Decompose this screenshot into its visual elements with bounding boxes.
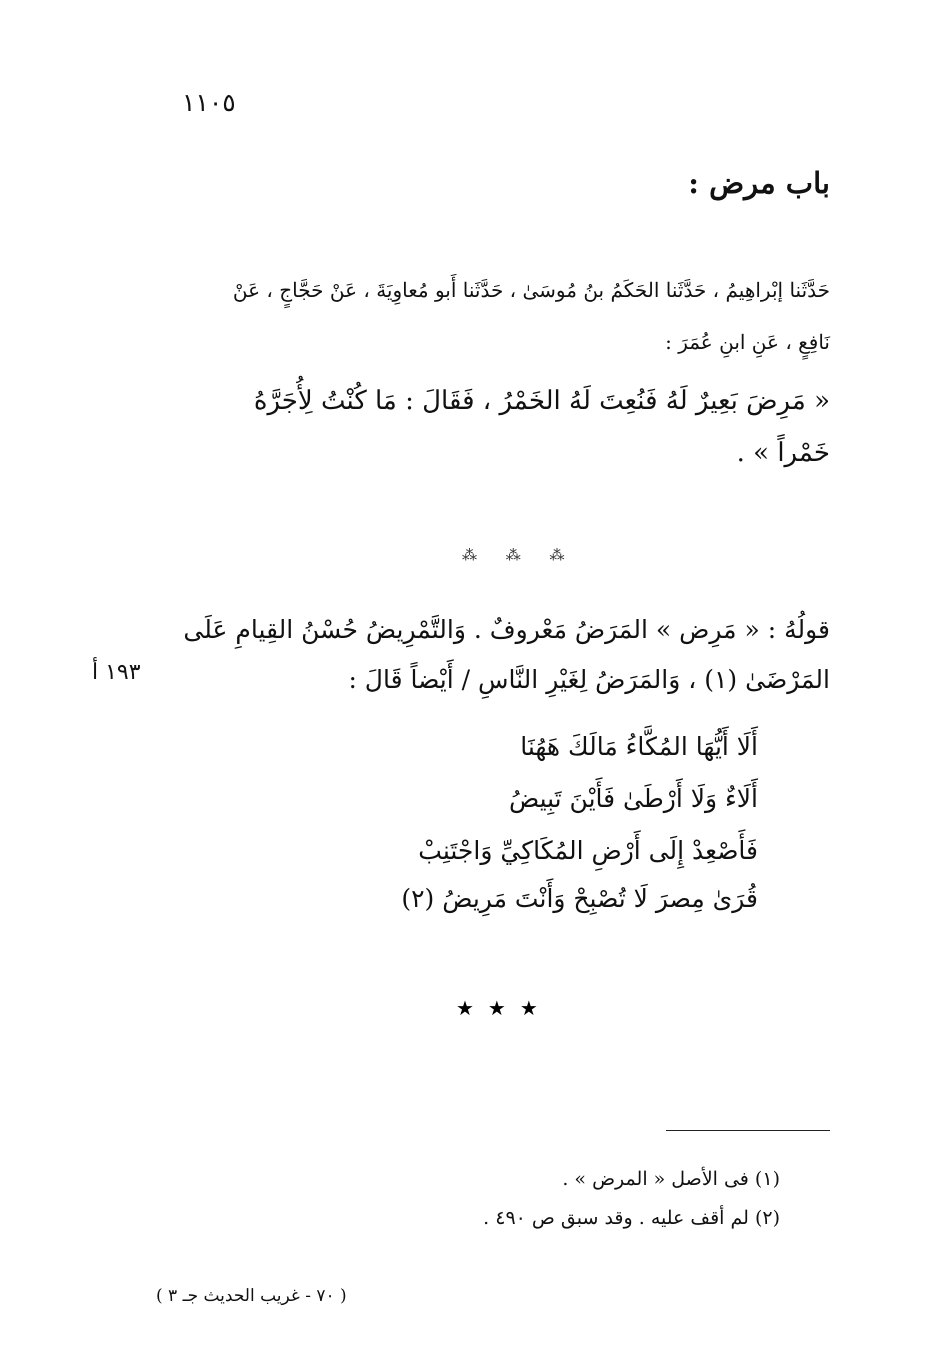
verse-line: قُرَىٰ مِصرَ لَا تُصْبِحْ وَأَنْتَ مَرِيضُ (٢) <box>401 884 758 913</box>
verse-line: فَأَصْعِدْ إِلَى أَرْضِ المُكَاكِيِّ وَاجْتَنِبْ <box>418 836 758 865</box>
hadith-line: خَمْراً » . <box>736 438 830 468</box>
margin-reference: ١٩٣ أ <box>92 660 141 685</box>
verse-line: أَلَا أَيُّهَا المُكَّاءُ مَالَكَ هَهُنَا <box>520 732 758 761</box>
bottom-signature: ( ٧٠ - غريب الحديث جـ ٣ ) <box>156 1286 347 1306</box>
commentary-line: قولُهُ : « مَرِض » المَرَضُ مَعْروفٌ . وَالتَّمْرِيضُ حُسْنُ القِيامِ عَلَى <box>183 615 830 644</box>
isnad-line: حَدَّثَنا إبْراهِيمُ ، حَدَّثَنا الحَكَمُ بنُ مُوسَىٰ ، حَدَّثَنا أَبو مُعاوِيَةَ ، عَنْ حَجَّاجٍ ، عَنْ <box>232 278 830 302</box>
separator-stars-small: ⁂ ⁂ ⁂ <box>462 546 577 564</box>
verse-line: أَلَاءٌ وَلَا أَرْطَىٰ فَأَيْنَ تَبِيضُ <box>508 784 758 813</box>
isnad-line: نَافِعٍ ، عَنِ ابنِ عُمَرَ : <box>665 330 830 354</box>
chapter-title: باب مرض : <box>688 166 830 200</box>
hadith-line: « مَرِضَ بَعِيرٌ لَهُ فَنُعِتَ لَهُ الخَمْرُ ، فَقَالَ : مَا كُنْتُ لِأُجَرَّهُ <box>253 386 830 416</box>
footnote: (٢) لم أقف عليه . وقد سبق ص ٤٩٠ . <box>483 1207 780 1229</box>
separator-stars: ★★★ <box>456 996 552 1020</box>
footnote-rule <box>666 1130 830 1131</box>
page-number: ١١٠٥ <box>182 88 236 117</box>
commentary-line: المَرْضَىٰ (١) ، وَالمَرَضُ لِغَيْرِ النَّاسِ / أَيْضاً قَالَ : <box>348 665 830 694</box>
footnote: (١) فى الأصل « المرض » . <box>562 1168 780 1190</box>
